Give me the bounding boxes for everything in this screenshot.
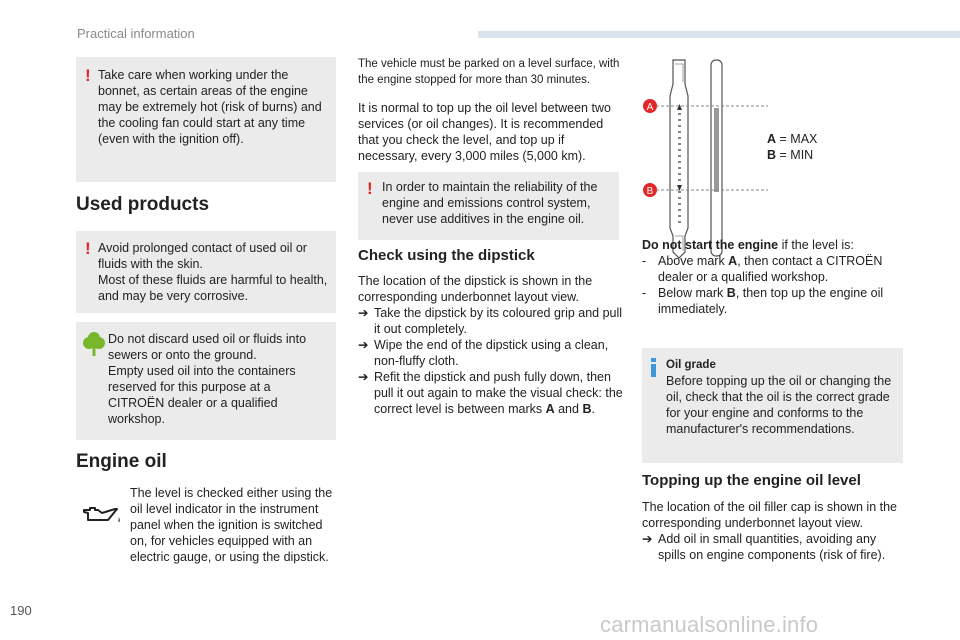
- warning-box-used-oil: [76, 231, 336, 313]
- mark-b: B: [582, 402, 592, 416]
- list-item: [642, 531, 904, 563]
- page-number: 190: [10, 603, 32, 618]
- period: .: [591, 402, 595, 416]
- section-header: Practical information: [77, 26, 195, 41]
- warning-box-additives: [358, 172, 619, 240]
- legend-key: A: [767, 132, 777, 146]
- dipstick-instructions: [358, 273, 623, 417]
- tree-icon: [83, 331, 105, 357]
- do-not-start: [642, 237, 902, 253]
- legend-value: = MIN: [776, 148, 814, 162]
- list-item: [642, 253, 902, 285]
- dash: -: [642, 286, 647, 300]
- list-item: [642, 285, 902, 317]
- bullet-arrow-icon: ➔: [358, 338, 369, 352]
- dipstick-step: Wipe the end of the dipstick using a clean, non-fluffy cloth.: [374, 338, 609, 368]
- heading-used-products: Used products: [76, 194, 210, 215]
- legend-value: = MAX: [776, 132, 818, 146]
- topping-step: Add oil in small quantities, avoiding any spills on engine components (risk of fire).: [658, 532, 886, 562]
- dipstick-step: Take the dipstick by its coloured grip and pull it out completely.: [374, 306, 623, 336]
- conjunction: and: [554, 402, 583, 416]
- warning-icon: !: [85, 66, 91, 85]
- oil-grade-body: Before topping up the oil or changing the oil, check that the oil is the correct grade for your engine and conforms to the manufacturer's recommendations.: [666, 374, 892, 436]
- warning-icon: !: [85, 239, 91, 258]
- warning-box-heat: [76, 57, 336, 182]
- warning-text: Take care when working under the bonnet, as certain areas of the engine may be extremely hot (risk of burns) and the cooling fan could start at any time (even with the ignition off).: [98, 68, 322, 146]
- above-text: , then contact a CITROËN dealer or a qualified workshop.: [658, 254, 883, 284]
- warning-line: Avoid prolonged contact of used oil or fluids with the skin.: [98, 241, 307, 271]
- mark-a: A: [545, 402, 555, 416]
- oil-grade-text: [666, 357, 898, 437]
- level-check-text: [642, 237, 902, 317]
- environment-line: Empty used oil into the containers reserved for this purpose at a CITROËN dealer or a qualified workshop.: [108, 364, 296, 426]
- info-icon: [651, 358, 656, 377]
- parking-text: The vehicle must be parked on a level surface, with the engine stopped for more than 30 minutes.: [358, 58, 620, 86]
- oil-grade-title: Oil grade: [666, 359, 716, 371]
- environment-line: Do not discard used oil or fluids into sewers or onto the ground.: [108, 332, 307, 362]
- info-box-oil-grade: [642, 348, 903, 463]
- watermark: carmanualsonline.info: [600, 612, 819, 637]
- top-up-text: It is normal to top up the oil level between two services (or oil changes). It is recommended that you check the level, and top up if necessary, every 3,000 miles (5,000 km).: [358, 101, 611, 163]
- engine-oil-text: The level is checked either using the oil level indicator in the instrument panel when the ignition is switched on, for vehicles equipped with an electric gauge, or using the dipstick.: [130, 486, 333, 564]
- do-not-start-rest: if the level is:: [778, 238, 854, 252]
- list-item: [358, 305, 623, 337]
- dash: -: [642, 254, 647, 268]
- warning-text: [98, 240, 332, 304]
- warning-text: In order to maintain the reliability of the engine and emissions control system, never use additives in the engine oil.: [382, 180, 598, 226]
- mark-a: A: [728, 254, 738, 268]
- dipstick-step: Refit the dipstick and push fully down, then pull it out again to make the visual check: the correct level is between marks: [374, 370, 623, 416]
- warning-icon: !: [367, 179, 373, 198]
- legend-min: [767, 147, 817, 163]
- callout-b-label: B: [646, 186, 654, 197]
- warning-line: Most of these fluids are harmful to health, and may be very corrosive.: [98, 273, 328, 303]
- below-text: , then top up the engine oil immediately.: [658, 286, 884, 316]
- heading-topping-up: Topping up the engine oil level: [642, 472, 861, 489]
- legend-max: [767, 131, 817, 147]
- callout-a-label: A: [646, 102, 654, 113]
- heading-engine-oil: Engine oil: [76, 451, 167, 472]
- do-not-start-bold: Do not start the engine: [642, 238, 779, 252]
- environment-text: [108, 331, 330, 427]
- topping-intro: The location of the oil filler cap is shown in the corresponding underbonnet layout view.: [642, 500, 897, 530]
- bullet-arrow-icon: ➔: [642, 532, 653, 546]
- above-text: Above mark: [658, 254, 729, 268]
- bullet-arrow-icon: ➔: [358, 306, 369, 320]
- legend-key: B: [767, 148, 777, 162]
- list-item: [358, 369, 623, 417]
- list-item: [358, 337, 623, 369]
- header-bar: [478, 31, 960, 38]
- diagram-legend: [767, 131, 817, 163]
- heading-check-dipstick: Check using the dipstick: [358, 247, 535, 264]
- dipstick-side-view: [670, 60, 688, 258]
- mark-b: B: [726, 286, 736, 300]
- environment-box: [76, 322, 336, 440]
- dipstick-diagram: [640, 56, 770, 262]
- below-text: Below mark: [658, 286, 727, 300]
- oil-can-icon: [82, 504, 124, 526]
- topping-instructions: [642, 499, 904, 563]
- dipstick-intro: The location of the dipstick is shown in the corresponding underbonnet layout view.: [358, 274, 593, 304]
- bullet-arrow-icon: ➔: [358, 370, 369, 384]
